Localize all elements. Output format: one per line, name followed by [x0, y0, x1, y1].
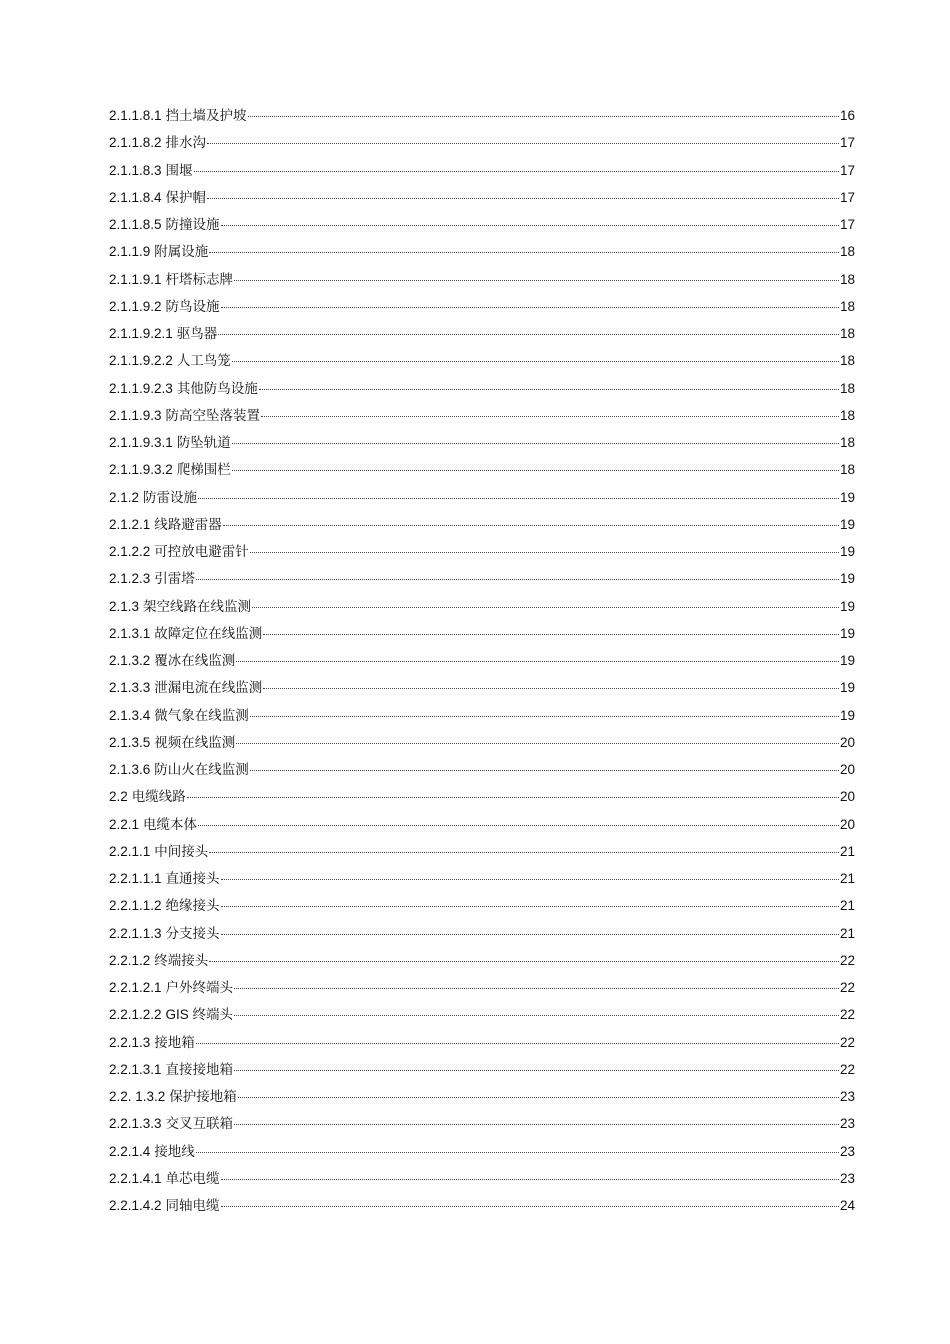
toc-entry[interactable] — [109, 974, 855, 1001]
toc-entry-title: 围堰 — [165, 162, 193, 178]
toc-entry-title: 爬梯围栏 — [176, 462, 231, 478]
toc-dot-leader — [221, 934, 839, 935]
toc-dot-leader — [198, 498, 839, 499]
toc-entry-title: 杆塔标志牌 — [165, 271, 234, 287]
toc-entry[interactable] — [109, 674, 855, 701]
toc-entry-title: 电缆本体 — [143, 816, 198, 832]
toc-entry-number: 2.1.1.9.2.3 — [109, 380, 173, 396]
toc-entry-title: 可控放电避雷针 — [154, 544, 249, 559]
toc-entry-title: 故障定位在线监测 — [154, 625, 263, 641]
toc-entry-title: 视频在线监测 — [154, 734, 236, 750]
toc-dot-leader — [218, 334, 839, 335]
toc-entry-page-number: 17 — [839, 135, 855, 151]
toc-dot-leader — [261, 416, 839, 417]
toc-entry-title: 同轴电缆 — [165, 1198, 220, 1213]
toc-dot-leader — [221, 1206, 839, 1207]
toc-entry-title: 户外终端头 — [165, 980, 234, 995]
toc-entry-page-number: 20 — [839, 816, 855, 832]
toc-entry-number: 2.1.1.9.1 — [109, 271, 162, 287]
toc-entry[interactable] — [109, 1138, 855, 1165]
toc-entry-title: 防雷设施 — [143, 489, 198, 505]
toc-entry[interactable] — [109, 811, 855, 838]
toc-entry-number: 2.1.1.8.2 — [109, 135, 162, 151]
toc-entry[interactable] — [109, 375, 855, 402]
toc-entry-title: 直接接地箱 — [165, 1061, 234, 1077]
toc-entry-title: 单芯电缆 — [165, 1170, 220, 1186]
toc-entry[interactable] — [109, 892, 855, 919]
toc-entry[interactable] — [109, 266, 855, 293]
toc-dot-leader — [234, 988, 839, 989]
toc-dot-leader — [234, 280, 839, 281]
toc-entry-title: 中间接头 — [154, 843, 209, 859]
toc-dot-leader — [196, 1152, 839, 1153]
toc-entry-title: 接地线 — [154, 1143, 195, 1159]
toc-entry-page-number: 19 — [839, 653, 855, 668]
toc-entry-title: 分支接头 — [165, 925, 220, 941]
toc-dot-leader — [232, 470, 839, 471]
toc-entry-page-number: 17 — [839, 189, 855, 205]
toc-dot-leader — [234, 1070, 839, 1071]
toc-entry[interactable] — [109, 484, 855, 511]
toc-dot-leader — [207, 143, 839, 144]
toc-entry-page-number: 18 — [839, 353, 855, 369]
toc-entry-page-number: 18 — [839, 326, 855, 341]
toc-entry[interactable] — [109, 838, 855, 865]
toc-dot-leader — [187, 797, 839, 798]
toc-entry-number: 2.1.3.3 — [109, 680, 151, 696]
toc-entry-page-number: 23 — [839, 1170, 855, 1186]
toc-dot-leader — [196, 579, 839, 580]
toc-dot-leader — [250, 770, 839, 771]
toc-entry[interactable] — [109, 1192, 855, 1219]
toc-entry-title: 排水沟 — [165, 135, 207, 151]
toc-entry-page-number: 21 — [839, 871, 855, 886]
toc-dot-leader — [198, 825, 839, 826]
toc-entry-page-number: 18 — [839, 271, 855, 287]
toc-entry-title: 架空线路在线监测 — [143, 598, 252, 614]
toc-entry-page-number: 22 — [839, 1061, 855, 1077]
toc-dot-leader — [221, 307, 839, 308]
toc-entry-page-number: 20 — [839, 789, 855, 805]
toc-entry-number: 2.2.1.2 — [109, 952, 151, 968]
toc-entry-number: 2.1.1.9.2.2 — [109, 353, 173, 369]
toc-entry-page-number: 19 — [839, 489, 855, 505]
toc-entry-title: 其他防鸟设施 — [176, 380, 258, 396]
toc-entry-page-number: 22 — [839, 952, 855, 968]
toc-entry[interactable] — [109, 1056, 855, 1083]
toc-entry[interactable] — [109, 1029, 855, 1056]
toc-entry-number: 2.2.1.4.1 — [109, 1170, 162, 1186]
toc-entry-page-number: 19 — [839, 544, 855, 559]
toc-entry-number: 2.2.1 — [109, 816, 140, 832]
toc-dot-leader — [194, 171, 839, 172]
toc-dot-leader — [221, 906, 839, 907]
toc-entry[interactable] — [109, 293, 855, 320]
toc-entry-title: 泄漏电流在线监测 — [154, 680, 263, 696]
toc-entry-number: 2.1.1.9.2 — [109, 298, 162, 314]
toc-dot-leader — [250, 552, 839, 553]
toc-entry-number: 2.2.1.1.1 — [109, 871, 162, 886]
toc-entry-number: 2.1.1.8.5 — [109, 217, 162, 232]
toc-entry-page-number: 24 — [839, 1198, 855, 1213]
toc-dot-leader — [207, 198, 839, 199]
toc-dot-leader — [223, 525, 839, 526]
toc-entry[interactable] — [109, 320, 855, 347]
toc-entry-page-number: 21 — [839, 843, 855, 859]
toc-entry-number: 2.2.1.3 — [109, 1034, 151, 1050]
toc-entry-title: 防鸟设施 — [165, 298, 220, 314]
toc-entry-number: 2.1.3.4 — [109, 707, 151, 723]
toc-entry-title: 终端接头 — [154, 952, 209, 968]
toc-entry[interactable] — [109, 565, 855, 592]
toc-entry[interactable] — [109, 702, 855, 729]
toc-entry-number: 2.2.1.2.1 — [109, 980, 162, 995]
toc-entry-number: 2.1.2.1 — [109, 516, 151, 532]
toc-entry-page-number: 19 — [839, 680, 855, 696]
toc-entry-page-number: 23 — [839, 1089, 855, 1104]
toc-entry[interactable] — [109, 920, 855, 947]
toc-entry-page-number: 18 — [839, 462, 855, 478]
toc-entry-number: 2.1.1.9.2.1 — [109, 326, 173, 341]
toc-entry-title: 驱鸟器 — [176, 326, 218, 341]
toc-entry-page-number: 23 — [839, 1116, 855, 1132]
toc-entry-page-number: 19 — [839, 598, 855, 614]
toc-entry[interactable] — [109, 184, 855, 211]
toc-dot-leader — [236, 743, 839, 744]
toc-dot-leader — [263, 634, 839, 635]
toc-entry[interactable] — [109, 402, 855, 429]
toc-entry-title: 微气象在线监测 — [154, 707, 249, 723]
toc-entry-number: 2.2.1.1 — [109, 843, 151, 859]
toc-entry-number: 2.1.1.8.4 — [109, 189, 162, 205]
toc-entry[interactable] — [109, 511, 855, 538]
toc-entry-page-number: 18 — [839, 407, 855, 423]
toc-dot-leader — [209, 252, 839, 253]
toc-entry-number: 2.2.1.2.2 — [109, 1007, 162, 1023]
toc-entry-number: 2.1.3.5 — [109, 734, 151, 750]
toc-entry-page-number: 18 — [839, 380, 855, 396]
toc-entry[interactable] — [109, 620, 855, 647]
toc-entry-title: 保护接地箱 — [169, 1089, 237, 1104]
toc-entry-number: 2.2.1.4 — [109, 1143, 151, 1159]
toc-entry-number: 2.1.3.1 — [109, 625, 151, 641]
toc-entry-page-number: 18 — [839, 244, 855, 260]
toc-entry-title: GIS 终端头 — [165, 1007, 234, 1023]
toc-entry-number: 2.2.1.3.3 — [109, 1116, 162, 1132]
toc-entry-page-number: 22 — [839, 1007, 855, 1023]
toc-entry-number: 2.1.1.9.3 — [109, 407, 162, 423]
toc-entry[interactable] — [109, 947, 855, 974]
toc-entry-page-number: 18 — [839, 435, 855, 450]
table-of-contents — [109, 102, 855, 1219]
toc-entry[interactable] — [109, 157, 855, 184]
toc-entry-page-number: 16 — [839, 108, 855, 123]
toc-dot-leader — [232, 443, 839, 444]
toc-entry-page-number: 20 — [839, 762, 855, 777]
toc-entry-number: 2.1.3.6 — [109, 762, 151, 777]
toc-dot-leader — [221, 1179, 839, 1180]
toc-entry-page-number: 18 — [839, 298, 855, 314]
toc-entry-page-number: 20 — [839, 734, 855, 750]
toc-dot-leader — [221, 225, 839, 226]
toc-entry-number: 2.1.2 — [109, 489, 140, 505]
toc-entry-number: 2.1.1.9.3.2 — [109, 462, 173, 478]
toc-entry-page-number: 19 — [839, 571, 855, 587]
toc-dot-leader — [238, 1097, 839, 1098]
toc-entry-title: 防撞设施 — [165, 217, 220, 232]
toc-dot-leader — [209, 961, 839, 962]
toc-entry-number: 2.1.2.2 — [109, 544, 151, 559]
toc-entry-number: 2.1.3 — [109, 598, 140, 614]
toc-entry[interactable] — [109, 593, 855, 620]
toc-entry[interactable] — [109, 756, 855, 783]
toc-entry-number: 2.2. 1.3.2 — [109, 1089, 166, 1104]
toc-entry[interactable] — [109, 211, 855, 238]
toc-entry-title: 保护帽 — [165, 189, 207, 205]
toc-dot-leader — [259, 389, 839, 390]
toc-entry-title: 直通接头 — [165, 871, 220, 886]
toc-entry-number: 2.1.3.2 — [109, 653, 151, 668]
toc-entry-page-number: 17 — [839, 162, 855, 178]
toc-entry-title: 挡土墙及护坡 — [165, 108, 247, 123]
toc-entry-number: 2.2.1.4.2 — [109, 1198, 162, 1213]
toc-entry[interactable] — [109, 729, 855, 756]
toc-dot-leader — [236, 661, 839, 662]
toc-entry[interactable] — [109, 456, 855, 483]
toc-entry-number: 2.2.1.1.2 — [109, 898, 162, 914]
toc-entry-page-number: 23 — [839, 1143, 855, 1159]
toc-entry[interactable] — [109, 865, 855, 892]
toc-entry-number: 2.1.1.9.3.1 — [109, 435, 173, 450]
toc-entry-number: 2.2.1.1.3 — [109, 925, 162, 941]
toc-entry-number: 2.2.1.3.1 — [109, 1061, 162, 1077]
toc-entry-title: 电缆线路 — [131, 789, 186, 805]
toc-entry-page-number: 21 — [839, 925, 855, 941]
toc-entry-number: 2.1.1.8.3 — [109, 162, 162, 178]
toc-dot-leader — [248, 116, 839, 117]
toc-entry[interactable] — [109, 647, 855, 674]
toc-entry-number: 2.1.2.3 — [109, 571, 151, 587]
toc-entry-page-number: 19 — [839, 625, 855, 641]
toc-entry-page-number: 21 — [839, 898, 855, 914]
toc-entry[interactable] — [109, 102, 855, 129]
toc-entry[interactable] — [109, 429, 855, 456]
toc-entry-number: 2.1.1.9 — [109, 244, 151, 260]
toc-entry-title: 接地箱 — [154, 1034, 195, 1050]
toc-entry[interactable] — [109, 238, 855, 265]
toc-dot-leader — [252, 607, 839, 608]
toc-dot-leader — [263, 688, 839, 689]
toc-entry-page-number: 17 — [839, 217, 855, 232]
toc-entry[interactable] — [109, 538, 855, 565]
toc-entry-title: 防坠轨道 — [176, 435, 231, 450]
toc-entry[interactable] — [109, 1165, 855, 1192]
toc-entry[interactable] — [109, 129, 855, 156]
toc-entry-title: 人工鸟笼 — [176, 353, 231, 369]
toc-dot-leader — [221, 879, 839, 880]
toc-entry-title: 绝缘接头 — [165, 898, 220, 914]
toc-entry-page-number: 22 — [839, 980, 855, 995]
toc-entry-title: 引雷塔 — [154, 571, 195, 587]
toc-entry[interactable] — [109, 783, 855, 810]
toc-entry-page-number: 19 — [839, 707, 855, 723]
toc-entry-title: 线路避雷器 — [154, 516, 222, 532]
toc-entry-title: 附属设施 — [154, 244, 209, 260]
toc-entry[interactable] — [109, 1083, 855, 1110]
toc-entry[interactable] — [109, 1001, 855, 1028]
toc-dot-leader — [232, 361, 839, 362]
toc-dot-leader — [234, 1124, 839, 1125]
toc-dot-leader — [209, 852, 839, 853]
toc-entry-title: 防山火在线监测 — [154, 762, 249, 777]
toc-entry-title: 交叉互联箱 — [165, 1116, 234, 1132]
toc-dot-leader — [196, 1043, 839, 1044]
toc-entry-page-number: 22 — [839, 1034, 855, 1050]
toc-dot-leader — [250, 716, 839, 717]
toc-entry-title: 覆冰在线监测 — [154, 653, 236, 668]
toc-entry[interactable] — [109, 347, 855, 374]
toc-entry-page-number: 19 — [839, 516, 855, 532]
toc-entry[interactable] — [109, 1110, 855, 1137]
toc-dot-leader — [234, 1015, 839, 1016]
toc-entry-number: 2.1.1.8.1 — [109, 108, 162, 123]
toc-entry-title: 防高空坠落装置 — [165, 407, 261, 423]
toc-entry-number: 2.2 — [109, 789, 128, 805]
